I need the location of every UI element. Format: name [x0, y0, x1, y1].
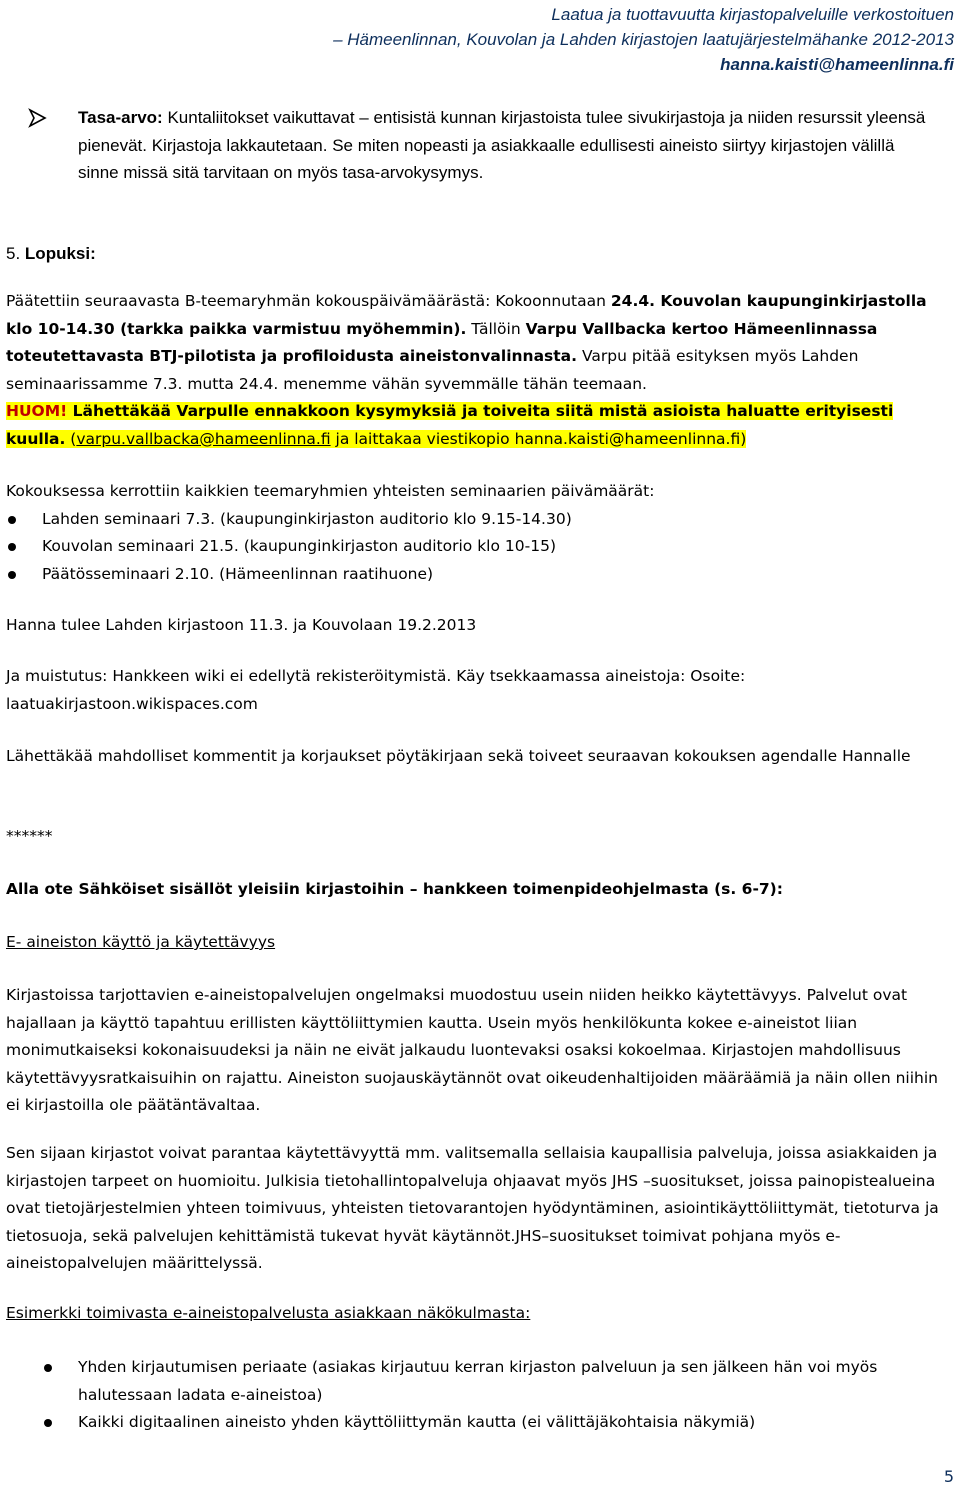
seminar-section — [6, 478, 952, 588]
list-item: Lahden seminaari 7.3. (kaupunginkirjaston auditorio klo 9.15-14.30) — [6, 506, 952, 534]
page-number: 5 — [943, 1467, 954, 1486]
send-comments: Lähettäkää mahdolliset kommentit ja korjaukset pöytäkirjaan sekä toiveet seuraavan kokouksen agendalle Hannalle — [6, 747, 911, 765]
excerpt-title: Alla ote Sähköiset sisällöt yleisiin kirjastoihin – hankkeen toimenpideohjelmasta (s. 6-7): — [6, 880, 783, 898]
meeting-text-e: Varpu pitää esityksen myös Lahden seminaarissamme 7.3. mutta 24.4. menemme vähän syvemmälle tähän teemaan. — [6, 347, 859, 393]
header-email[interactable]: hanna.kaisti@hameenlinna.fi — [720, 55, 954, 74]
meeting-paragraph — [6, 288, 952, 453]
page-header — [333, 2, 954, 77]
huom-line — [6, 398, 952, 453]
meeting-text-a: Päätettiin seuraavasta B-teemaryhmän kokouspäivämäärästä: Kokoonnutaan — [6, 292, 611, 310]
meeting-topic-bold: Varpu Vallbacka kertoo Hämeenlinnassa toteutettavasta BTJ-pilotista ja profiloidusta aineistonvalinnasta. — [6, 319, 878, 365]
list-item: Kaikki digitaalinen aineisto yhden käyttöliittymän kautta (ei välittäjäkohtaisia näkymiä) — [6, 1409, 952, 1437]
instead-paragraph: Sen sijaan kirjastot voivat parantaa käytettävyyttä mm. valitsemalla sellaisia kaupallisia palveluja, joissa asiakkaiden ja kirjastojen tarpeet on huomioitu. Julkisia tietohallintopalveluja ohjaavat myös JHS –suositukset, joissa painopistealueina ovat tietojärjestelmien yhteen toimivuus, yhteisten tietovarantojen hyödyntäminen, asiointikäyttöliittymät, tietoturva ja tietosuoja, sekä palvelujen kehittämistä tukevat hyvät käytännöt.JHS–suositukset toimivat pohjana myös e-aineistopalvelujen määrittelyssä. — [6, 1144, 939, 1272]
section-heading — [6, 240, 96, 267]
list-item: Kouvolan seminaari 21.5. (kaupunginkirjaston auditorio klo 10-15) — [6, 533, 952, 561]
huom-label: HUOM! — [6, 402, 68, 420]
section-title: Lopuksi: — [24, 244, 96, 263]
arrowhead-bullet-icon — [26, 108, 50, 128]
list-item: Yhden kirjautumisen periaate (asiakas kirjautuu kerran kirjaston palveluun ja sen jälkeen hän voi myös halutessaan ladata e-aineistoa) — [6, 1354, 952, 1409]
header-line-2: – Hämeenlinnan, Kouvolan ja Lahden kirjastojen laatujärjestelmähanke 2012-2013 — [333, 30, 954, 49]
meeting-date-bold: 24.4. Kouvolan kaupunginkirjastolla klo 10-14.30 (tarkka paikka varmistuu myöhemmin). — [6, 292, 927, 338]
varpu-email-link[interactable]: varpu.vallbacka@hameenlinna.fi — [76, 429, 331, 448]
huom-paren: ( — [65, 429, 77, 448]
examples-list — [6, 1354, 952, 1437]
tasa-arvo-item — [26, 104, 926, 187]
wiki-reminder: Ja muistutus: Hankkeen wiki ei edellytä rekisteröitymistä. Käy tsekkaamassa aineistoja: Osoite: laatuakirjastoon.wikispaces.com — [6, 667, 746, 713]
header-line-1: Laatua ja tuottavuutta kirjastopalveluille verkostoituen — [551, 5, 954, 24]
tasa-arvo-label: Tasa-arvo: — [78, 108, 163, 127]
list-item: Päätösseminaari 2.10. (Hämeenlinnan raatihuone) — [6, 561, 952, 589]
seminar-intro: Kokouksessa kerrottiin kaikkien teemaryhmien yhteisten seminaarien päivämäärät: — [6, 482, 655, 500]
subheading-usability: E- aineiston käyttö ja käytettävyys — [6, 933, 276, 951]
meeting-text-c: Tällöin — [466, 319, 526, 338]
problems-paragraph: Kirjastoissa tarjottavien e-aineistopalvelujen ongelmaksi muodostuu usein niiden heikko käytettävyys. Palvelut ovat hajallaan ja käyttö tapahtuu erillisten käyttöliittymien kautta. Usein myös henkilökunta kokee e-aineistot liian monimutkaiseksi kokonaisuudeksi ja näin ne eivät jalkaudu luontevaksi osaksi kokoelmaa. Kirjastojen mahdollisuus käytettävyysratkaisuihin on rajattu. Aineiston suojauskäytännöt ovat oikeudenhaltijoiden määräämiä ja näin ollen niihin ei kirjastoilla ole päätäntävaltaa. — [6, 986, 938, 1114]
hanna-visit: Hanna tulee Lahden kirjastoon 11.3. ja Kouvolaan 19.2.2013 — [6, 616, 477, 634]
separator-stars: ****** — [6, 827, 53, 845]
tasa-arvo-text: Kuntaliitokset vaikuttavat – entisistä kunnan kirjastoista tulee sivukirjastoja ja niiden resurssit yleensä pienevät. Kirjastoja lakkautetaan. Se miten nopeasti ja asiakkaalle edullisesti aineisto siirtyy kirjastojen välillä sinne missä sitä tarvitaan on myös tasa-arvokysymys. — [78, 108, 926, 182]
section-number: 5. — [6, 244, 21, 263]
example-heading: Esimerkki toimivasta e-aineistopalvelusta asiakkaan näkökulmasta: — [6, 1304, 531, 1322]
examples-section — [6, 1354, 952, 1437]
huom-text: Lähettäkää Varpulle ennakkoon kysymyksiä ja toiveita siitä mistä asioista haluatte erityisesti kuulla. — [6, 402, 894, 448]
huom-copy: ja laittakaa viestikopio hanna.kaisti@hameenlinna.fi) — [330, 429, 747, 448]
seminar-list — [6, 506, 952, 589]
